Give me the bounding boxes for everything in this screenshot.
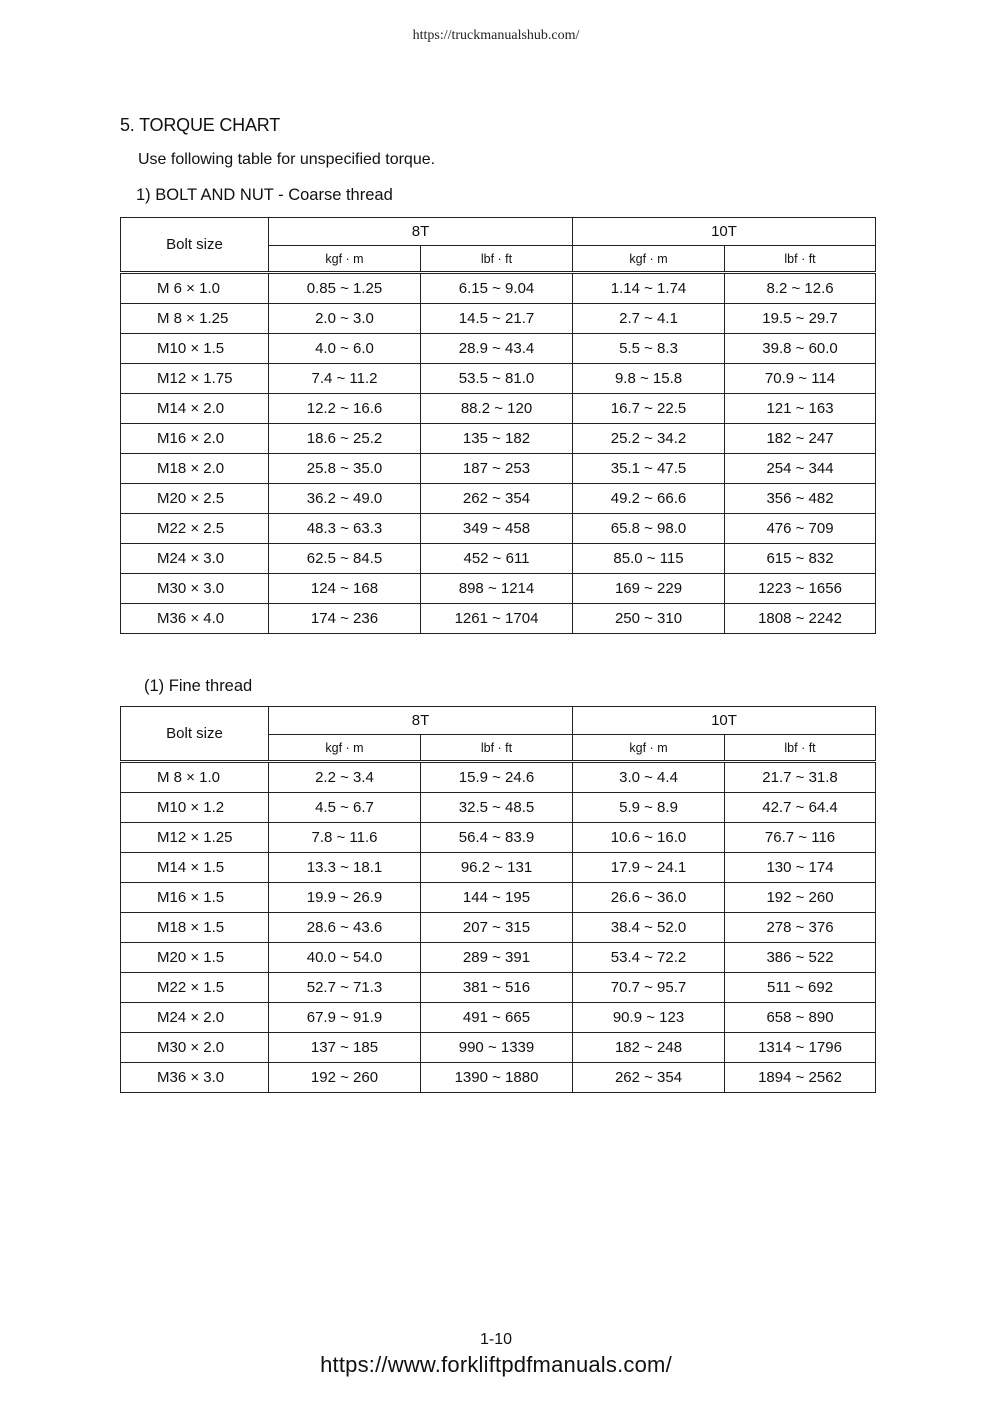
bolt-size-cell: M 6 × 1.0 [121,273,269,304]
torque-value-cell: 70.9 ~ 114 [725,364,876,394]
torque-value-cell: 90.9 ~ 123 [573,1003,725,1033]
bolt-size-cell: M12 × 1.75 [121,364,269,394]
bolt-size-cell: M10 × 1.5 [121,334,269,364]
torque-value-cell: 15.9 ~ 24.6 [421,762,573,793]
table-row [121,793,876,823]
torque-value-cell: 62.5 ~ 84.5 [269,544,421,574]
unit-header: kgf · m [269,246,421,273]
torque-value-cell: 52.7 ~ 71.3 [269,973,421,1003]
torque-value-cell: 2.0 ~ 3.0 [269,304,421,334]
torque-value-cell: 5.5 ~ 8.3 [573,334,725,364]
torque-value-cell: 990 ~ 1339 [421,1033,573,1063]
torque-value-cell: 65.8 ~ 98.0 [573,514,725,544]
grade-8t-header: 8T [269,707,573,735]
torque-value-cell: 36.2 ~ 49.0 [269,484,421,514]
torque-value-cell: 28.6 ~ 43.6 [269,913,421,943]
intro-text: Use following table for unspecified torque. [138,151,436,168]
grade-10t-header: 10T [573,218,876,246]
torque-value-cell: 182 ~ 248 [573,1033,725,1063]
torque-value-cell: 262 ~ 354 [421,484,573,514]
table-row [121,913,876,943]
table-row [121,304,876,334]
torque-value-cell: 658 ~ 890 [725,1003,876,1033]
torque-value-cell: 7.8 ~ 11.6 [269,823,421,853]
bolt-size-cell: M12 × 1.25 [121,823,269,853]
torque-value-cell: 491 ~ 665 [421,1003,573,1033]
torque-value-cell: 898 ~ 1214 [421,574,573,604]
table-row [121,762,876,793]
bolt-size-cell: M14 × 2.0 [121,394,269,424]
table-row [121,853,876,883]
bolt-size-header: Bolt size [121,218,269,273]
bolt-size-cell: M22 × 2.5 [121,514,269,544]
bolt-size-cell: M14 × 1.5 [121,853,269,883]
coarse-thread-title: 1) BOLT AND NUT - Coarse thread [136,186,393,204]
unit-header: kgf · m [269,735,421,762]
table-row [121,364,876,394]
torque-value-cell: 381 ~ 516 [421,973,573,1003]
section-title: 5. TORQUE CHART [120,115,281,135]
torque-value-cell: 452 ~ 611 [421,544,573,574]
torque-value-cell: 18.6 ~ 25.2 [269,424,421,454]
torque-value-cell: 70.7 ~ 95.7 [573,973,725,1003]
torque-value-cell: 1808 ~ 2242 [725,604,876,634]
torque-value-cell: 187 ~ 253 [421,454,573,484]
table-row [121,454,876,484]
table-row [121,544,876,574]
torque-value-cell: 4.5 ~ 6.7 [269,793,421,823]
table-row [121,1033,876,1063]
torque-value-cell: 169 ~ 229 [573,574,725,604]
bolt-size-cell: M 8 × 1.25 [121,304,269,334]
bolt-size-cell: M18 × 1.5 [121,913,269,943]
page-number: 1-10 [479,1331,513,1348]
bolt-size-cell: M22 × 1.5 [121,973,269,1003]
grade-8t-header: 8T [269,218,573,246]
torque-value-cell: 144 ~ 195 [421,883,573,913]
torque-value-cell: 121 ~ 163 [725,394,876,424]
bolt-size-cell: M30 × 3.0 [121,574,269,604]
torque-value-cell: 16.7 ~ 22.5 [573,394,725,424]
bolt-size-cell: M30 × 2.0 [121,1033,269,1063]
unit-header: lbf · ft [421,735,573,762]
bolt-size-cell: M18 × 2.0 [121,454,269,484]
bolt-size-cell: M20 × 2.5 [121,484,269,514]
fine-thread-table [120,706,876,1093]
table-row [121,1003,876,1033]
torque-value-cell: 49.2 ~ 66.6 [573,484,725,514]
torque-value-cell: 2.7 ~ 4.1 [573,304,725,334]
bolt-size-cell: M36 × 4.0 [121,604,269,634]
unit-header: lbf · ft [725,246,876,273]
torque-value-cell: 615 ~ 832 [725,544,876,574]
torque-value-cell: 67.9 ~ 91.9 [269,1003,421,1033]
torque-value-cell: 85.0 ~ 115 [573,544,725,574]
bolt-size-cell: M24 × 2.0 [121,1003,269,1033]
torque-value-cell: 76.7 ~ 116 [725,823,876,853]
torque-value-cell: 1223 ~ 1656 [725,574,876,604]
bolt-size-cell: M16 × 2.0 [121,424,269,454]
torque-value-cell: 1.14 ~ 1.74 [573,273,725,304]
torque-value-cell: 192 ~ 260 [725,883,876,913]
torque-value-cell: 48.3 ~ 63.3 [269,514,421,544]
torque-value-cell: 88.2 ~ 120 [421,394,573,424]
torque-value-cell: 3.0 ~ 4.4 [573,762,725,793]
torque-value-cell: 53.5 ~ 81.0 [421,364,573,394]
bolt-size-header: Bolt size [121,707,269,762]
torque-value-cell: 19.5 ~ 29.7 [725,304,876,334]
bolt-size-cell: M36 × 3.0 [121,1063,269,1093]
fine-thread-rows [121,762,876,1093]
bolt-size-cell: M24 × 3.0 [121,544,269,574]
table-row [121,424,876,454]
torque-value-cell: 14.5 ~ 21.7 [421,304,573,334]
unit-header: kgf · m [573,246,725,273]
bolt-size-cell: M20 × 1.5 [121,943,269,973]
coarse-thread-table [120,217,876,634]
torque-value-cell: 28.9 ~ 43.4 [421,334,573,364]
table-row [121,394,876,424]
torque-value-cell: 40.0 ~ 54.0 [269,943,421,973]
torque-value-cell: 356 ~ 482 [725,484,876,514]
table-row [121,484,876,514]
footer-url: https://www.forkliftpdfmanuals.com/ [320,1352,672,1377]
torque-value-cell: 53.4 ~ 72.2 [573,943,725,973]
torque-value-cell: 17.9 ~ 24.1 [573,853,725,883]
torque-value-cell: 39.8 ~ 60.0 [725,334,876,364]
bolt-size-cell: M16 × 1.5 [121,883,269,913]
torque-value-cell: 349 ~ 458 [421,514,573,544]
torque-value-cell: 9.8 ~ 15.8 [573,364,725,394]
torque-value-cell: 262 ~ 354 [573,1063,725,1093]
torque-value-cell: 130 ~ 174 [725,853,876,883]
torque-value-cell: 25.8 ~ 35.0 [269,454,421,484]
torque-value-cell: 278 ~ 376 [725,913,876,943]
grade-10t-header: 10T [573,707,876,735]
torque-value-cell: 1261 ~ 1704 [421,604,573,634]
fine-thread-title: (1) Fine thread [144,677,253,695]
table-row [121,883,876,913]
unit-header: kgf · m [573,735,725,762]
torque-value-cell: 476 ~ 709 [725,514,876,544]
table-row [121,943,876,973]
table-row [121,823,876,853]
table-row [121,604,876,634]
torque-value-cell: 32.5 ~ 48.5 [421,793,573,823]
table-row [121,973,876,1003]
torque-value-cell: 254 ~ 344 [725,454,876,484]
torque-value-cell: 38.4 ~ 52.0 [573,913,725,943]
torque-value-cell: 26.6 ~ 36.0 [573,883,725,913]
torque-value-cell: 207 ~ 315 [421,913,573,943]
torque-value-cell: 7.4 ~ 11.2 [269,364,421,394]
torque-value-cell: 124 ~ 168 [269,574,421,604]
torque-value-cell: 137 ~ 185 [269,1033,421,1063]
torque-value-cell: 1894 ~ 2562 [725,1063,876,1093]
torque-value-cell: 511 ~ 692 [725,973,876,1003]
torque-value-cell: 25.2 ~ 34.2 [573,424,725,454]
table-row [121,514,876,544]
table-row [121,273,876,304]
table-row [121,1063,876,1093]
torque-value-cell: 21.7 ~ 31.8 [725,762,876,793]
torque-value-cell: 96.2 ~ 131 [421,853,573,883]
torque-value-cell: 4.0 ~ 6.0 [269,334,421,364]
torque-value-cell: 1314 ~ 1796 [725,1033,876,1063]
torque-value-cell: 182 ~ 247 [725,424,876,454]
torque-value-cell: 56.4 ~ 83.9 [421,823,573,853]
coarse-thread-rows [121,273,876,634]
torque-value-cell: 1390 ~ 1880 [421,1063,573,1093]
torque-value-cell: 0.85 ~ 1.25 [269,273,421,304]
torque-value-cell: 2.2 ~ 3.4 [269,762,421,793]
unit-header: lbf · ft [725,735,876,762]
torque-value-cell: 5.9 ~ 8.9 [573,793,725,823]
bolt-size-cell: M10 × 1.2 [121,793,269,823]
torque-value-cell: 8.2 ~ 12.6 [725,273,876,304]
bolt-size-cell: M 8 × 1.0 [121,762,269,793]
torque-value-cell: 289 ~ 391 [421,943,573,973]
torque-value-cell: 35.1 ~ 47.5 [573,454,725,484]
unit-header: lbf · ft [421,246,573,273]
torque-value-cell: 192 ~ 260 [269,1063,421,1093]
torque-value-cell: 6.15 ~ 9.04 [421,273,573,304]
table-row [121,334,876,364]
torque-value-cell: 10.6 ~ 16.0 [573,823,725,853]
torque-value-cell: 250 ~ 310 [573,604,725,634]
torque-value-cell: 19.9 ~ 26.9 [269,883,421,913]
torque-value-cell: 135 ~ 182 [421,424,573,454]
torque-value-cell: 13.3 ~ 18.1 [269,853,421,883]
torque-value-cell: 386 ~ 522 [725,943,876,973]
torque-value-cell: 42.7 ~ 64.4 [725,793,876,823]
header-url: https://truckmanualshub.com/ [412,28,580,43]
table-row [121,574,876,604]
torque-value-cell: 12.2 ~ 16.6 [269,394,421,424]
torque-value-cell: 174 ~ 236 [269,604,421,634]
